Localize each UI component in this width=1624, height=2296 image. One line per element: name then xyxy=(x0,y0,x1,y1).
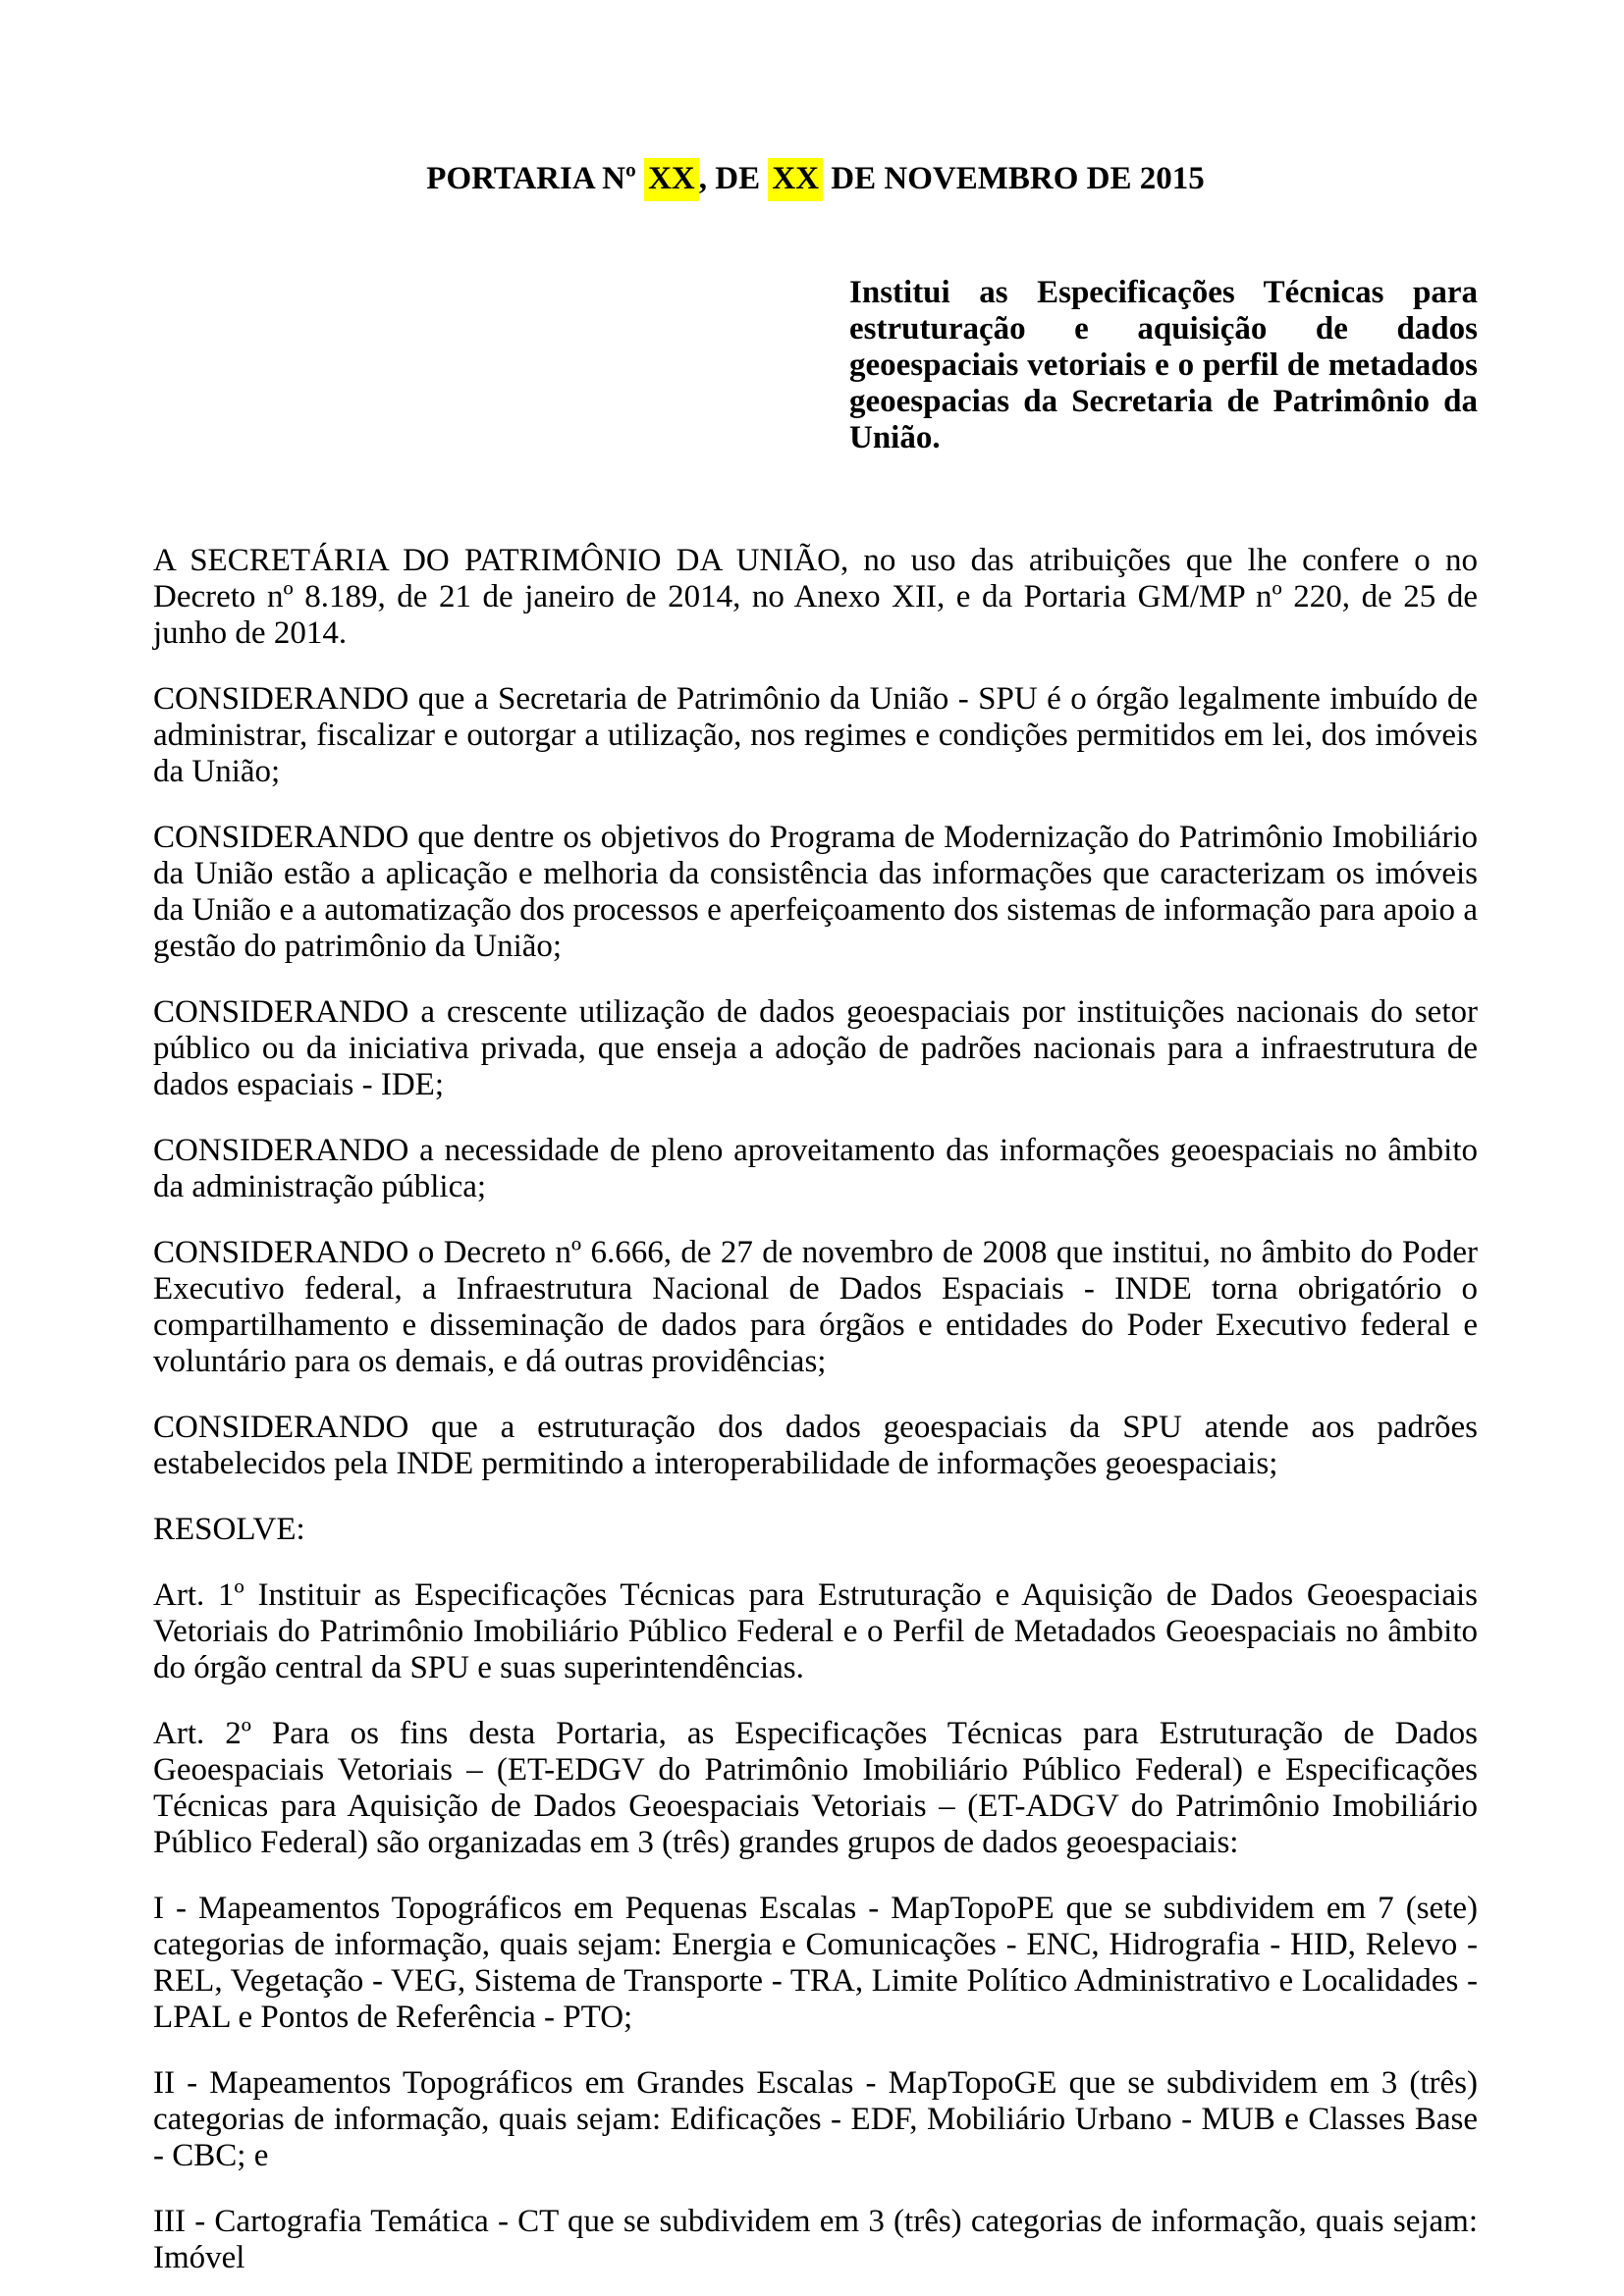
title-segment: DE NOVEMBRO DE 2015 xyxy=(823,161,1205,196)
title-segment: , DE xyxy=(698,161,769,196)
document-paragraph: II - Mapeamentos Topográficos em Grandes Escalas - MapTopoGE que se subdividem em 3 (três) categorias de informação, quais sejam: Edificações - EDF, Mobiliário Urbano - MUB e Classes Base - CBC; e xyxy=(153,2065,1478,2173)
title-segment: PORTARIA Nº xyxy=(426,161,645,196)
document-title xyxy=(153,159,1478,198)
title-highlighted-placeholder: XX xyxy=(644,158,699,201)
document-paragraph: RESOLVE: xyxy=(153,1512,305,1547)
document-paragraph: CONSIDERANDO o Decreto nº 6.666, de 27 de novembro de 2008 que institui, no âmbito do Poder Executivo federal, a Infraestrutura Nacional de Dados Espaciais - INDE torna obrigatório o compartilhamento e disseminação de dados para órgãos e entidades do Poder Executivo federal e voluntário para os demais, e dá outras providências; xyxy=(153,1235,1478,1379)
document-ementa: Institui as Especificações Técnicas para estruturação e aquisição de dados geoespaciais vetoriais e o perfil de metadados geoespacias da Secretaria de Patrimônio da União. xyxy=(849,275,1478,455)
document-paragraph: CONSIDERANDO que a estruturação dos dados geoespaciais da SPU atende aos padrões estabelecidos pela INDE permitindo a interoperabilidade de informações geoespaciais; xyxy=(153,1410,1478,1481)
title-highlighted-placeholder: XX xyxy=(768,158,823,201)
document-paragraph: III - Cartografia Temática - CT que se subdividem em 3 (três) categorias de informação, quais sejam: Imóvel xyxy=(153,2204,1478,2275)
document-paragraph: Art. 2º Para os fins desta Portaria, as Especificações Técnicas para Estruturação de Dados Geoespaciais Vetoriais – (ET-EDGV do Patrimônio Imobiliário Público Federal) e Especificações Técnicas para Aquisição de Dados Geoespaciais Vetoriais – (ET-ADGV do Patrimônio Imobiliário Público Federal) são organizadas em 3 (três) grandes grupos de dados geoespaciais: xyxy=(153,1716,1478,1860)
document-paragraph: A SECRETÁRIA DO PATRIMÔNIO DA UNIÃO, no uso das atribuições que lhe confere o no Decreto nº 8.189, de 21 de janeiro de 2014, no Anexo XII, e da Portaria GM/MP nº 220, de 25 de junho de 2014. xyxy=(153,543,1478,651)
document-paragraph: I - Mapeamentos Topográficos em Pequenas Escalas - MapTopoPE que se subdividem em 7 (sete) categorias de informação, quais sejam: Energia e Comunicações - ENC, Hidrografia - HID, Relevo - REL, Vegetação - VEG, Sistema de Transporte - TRA, Limite Político Administrativo e Localidades - LPAL e Pontos de Referência - PTO; xyxy=(153,1891,1478,2035)
document-paragraph: Art. 1º Instituir as Especificações Técnicas para Estruturação e Aquisição de Dados Geoespaciais Vetoriais do Patrimônio Imobiliário Público Federal e o Perfil de Metadados Geoespaciais no âmbito do órgão central da SPU e suas superintendências. xyxy=(153,1577,1478,1685)
document-paragraph: CONSIDERANDO a necessidade de pleno aproveitamento das informações geoespaciais no âmbito da administração pública; xyxy=(153,1133,1478,1204)
document-paragraph: CONSIDERANDO que a Secretaria de Patrimônio da União - SPU é o órgão legalmente imbuído de administrar, fiscalizar e outorgar a utilização, nos regimes e condições permitidos em lei, dos imóveis da União; xyxy=(153,681,1478,789)
document-body xyxy=(153,543,1478,2276)
document-paragraph: CONSIDERANDO a crescente utilização de dados geoespaciais por instituições nacionais do setor público ou da iniciativa privada, que enseja a adoção de padrões nacionais para a infraestrutura de dados espaciais - IDE; xyxy=(153,994,1478,1102)
document-paragraph: CONSIDERANDO que dentre os objetivos do Programa de Modernização do Patrimônio Imobiliário da União estão a aplicação e melhoria da consistência das informações que caracterizam os imóveis da União e a automatização dos processos e aperfeiçoamento dos sistemas de informação para apoio a gestão do patrimônio da União; xyxy=(153,820,1478,964)
